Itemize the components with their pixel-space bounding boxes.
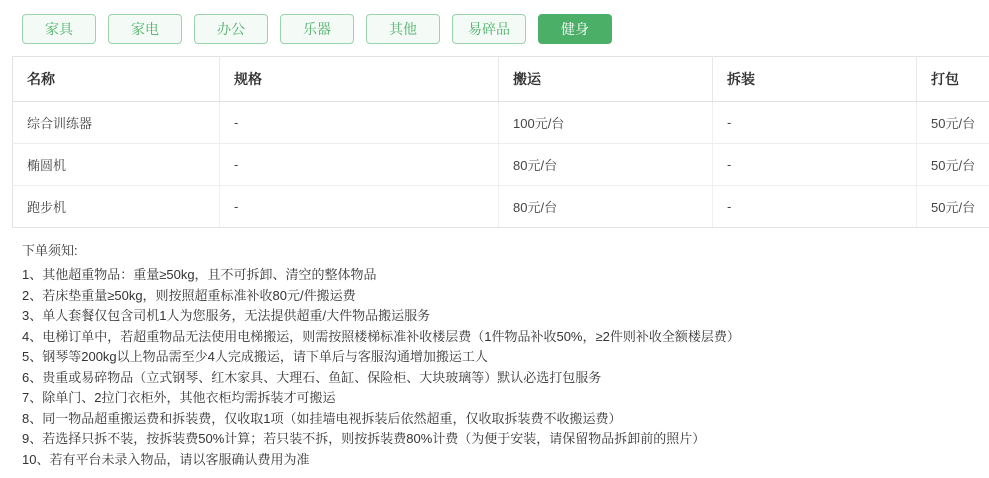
cell-moving: 100元/台 xyxy=(499,102,713,144)
column-header-name: 名称 xyxy=(13,57,220,102)
table-row xyxy=(13,186,989,228)
table-row xyxy=(13,144,989,186)
price-table-area xyxy=(0,56,989,228)
cell-moving: 80元/台 xyxy=(499,144,713,186)
cell-packing: 50元/台 xyxy=(917,186,989,228)
cell-packing: 50元/台 xyxy=(917,102,989,144)
tab-category-5[interactable]: 易碎品 xyxy=(452,14,526,44)
list-item: 10、若有平台未录入物品，请以客服确认费用为准 xyxy=(22,450,967,471)
order-notes xyxy=(0,228,989,478)
tab-category-2[interactable]: 办公 xyxy=(194,14,268,44)
table-header xyxy=(13,57,989,102)
column-header-spec: 规格 xyxy=(220,57,499,102)
list-item: 3、单人套餐仅包含司机1人为您服务，无法提供超重/大件物品搬运服务 xyxy=(22,306,967,327)
list-item: 4、电梯订单中，若超重物品无法使用电梯搬运，则需按照楼梯标准补收楼层费（1件物品补收50%，≥2件则补收全额楼层费） xyxy=(22,327,967,348)
cell-name: 跑步机 xyxy=(13,186,220,228)
cell-disassembly: - xyxy=(713,144,917,186)
table-header-row xyxy=(13,57,989,102)
notes-title: 下单须知: xyxy=(22,240,967,259)
cell-name: 椭圆机 xyxy=(13,144,220,186)
tab-category-6[interactable]: 健身 xyxy=(538,14,612,44)
list-item: 7、除单门、2拉门衣柜外，其他衣柜均需拆装才可搬运 xyxy=(22,388,967,409)
column-header-disassembly: 拆装 xyxy=(713,57,917,102)
cell-packing: 50元/台 xyxy=(917,144,989,186)
cell-spec: - xyxy=(220,144,499,186)
list-item: 2、若床垫重量≥50kg，则按照超重标准补收80元/件搬运费 xyxy=(22,286,967,307)
tab-category-1[interactable]: 家电 xyxy=(108,14,182,44)
cell-spec: - xyxy=(220,102,499,144)
tab-category-0[interactable]: 家具 xyxy=(22,14,96,44)
tab-category-3[interactable]: 乐器 xyxy=(280,14,354,44)
list-item: 8、同一物品超重搬运费和拆装费，仅收取1项（如挂墙电视拆装后依然超重，仅收取拆装费不收搬运费） xyxy=(22,409,967,430)
cell-disassembly: - xyxy=(713,102,917,144)
list-item: 1、其他超重物品：重量≥50kg，且不可拆卸、清空的整体物品 xyxy=(22,265,967,286)
price-table xyxy=(12,56,989,228)
list-item: 5、钢琴等200kg以上物品需至少4人完成搬运，请下单后与客服沟通增加搬运工人 xyxy=(22,347,967,368)
list-item: 6、贵重或易碎物品（立式钢琴、红木家具、大理石、鱼缸、保险柜、大块玻璃等）默认必选打包服务 xyxy=(22,368,967,389)
column-header-moving: 搬运 xyxy=(499,57,713,102)
tab-category-4[interactable]: 其他 xyxy=(366,14,440,44)
notes-list xyxy=(22,265,967,470)
table-row xyxy=(13,102,989,144)
list-item: 9、若选择只拆不装，按拆装费50%计算；若只装不拆，则按拆装费80%计费（为便于安装，请保留物品拆卸前的照片） xyxy=(22,429,967,450)
cell-name: 综合训练器 xyxy=(13,102,220,144)
column-header-packing: 打包 xyxy=(917,57,989,102)
category-tabs xyxy=(0,0,989,56)
cell-spec: - xyxy=(220,186,499,228)
cell-disassembly: - xyxy=(713,186,917,228)
table-body xyxy=(13,102,989,228)
cell-moving: 80元/台 xyxy=(499,186,713,228)
